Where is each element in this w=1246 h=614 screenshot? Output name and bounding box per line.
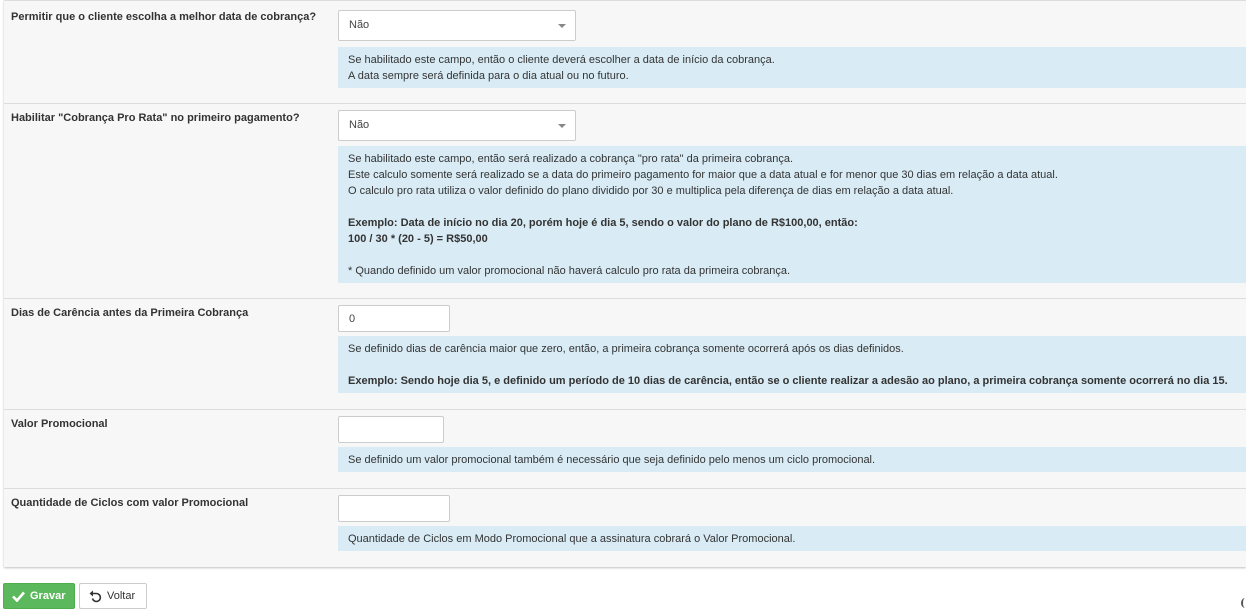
help-text xyxy=(338,447,1246,472)
save-button[interactable] xyxy=(3,583,75,609)
form-panel xyxy=(4,0,1246,567)
field-label: Valor Promocional xyxy=(11,418,108,430)
select-value: Não xyxy=(349,19,370,31)
promo-cycles-input[interactable] xyxy=(338,495,450,522)
help-text xyxy=(338,526,1246,551)
help-line: O calculo pro rata utiliza o valor definido do plano dividido por 30 e multiplica pela diferença de dias em relação a data atual. xyxy=(348,185,954,197)
help-line: Se definido um valor promocional também é necessário que seja definido pelo menos um ciclo promocional. xyxy=(348,454,876,466)
back-button[interactable] xyxy=(79,583,147,609)
field-label: Permitir que o cliente escolha a melhor data de cobrança? xyxy=(11,11,317,23)
help-line: Se habilitado este campo, então o cliente deverá escolher a data de início da cobrança. xyxy=(348,54,775,66)
back-button-label: Voltar xyxy=(107,590,136,602)
help-line: Se habilitado este campo, então será realizado a cobrança "pro rata" da primeira cobrança. xyxy=(348,153,794,165)
scroll-edge-indicator xyxy=(1241,598,1246,608)
choose-date-select[interactable] xyxy=(338,10,576,41)
help-line: A data sempre será definida para o dia atual ou no futuro. xyxy=(348,70,629,82)
help-text xyxy=(338,47,1246,88)
help-text xyxy=(338,336,1246,393)
pro-rata-select[interactable] xyxy=(338,110,576,141)
promo-value-input[interactable] xyxy=(338,416,444,443)
field-row-pro-rata xyxy=(4,103,1246,299)
chevron-down-icon xyxy=(558,24,566,28)
undo-icon xyxy=(88,590,102,603)
field-row-grace-days xyxy=(4,298,1246,410)
save-button-label: Gravar xyxy=(30,590,66,602)
help-line: Quantidade de Ciclos em Modo Promocional que a assinatura cobrará o Valor Promocional. xyxy=(348,533,796,545)
chevron-down-icon xyxy=(558,124,566,128)
field-label: Quantidade de Ciclos com valor Promocional xyxy=(11,497,249,509)
example-formula: 100 / 30 * (20 - 5) = R$50,00 xyxy=(348,233,488,245)
grace-days-input[interactable]: 0 xyxy=(338,305,450,332)
field-label: Dias de Carência antes da Primeira Cobrança xyxy=(11,307,249,319)
help-line: Este calculo somente será realizado se a data do primeiro pagamento for maior que a data atual e for menor que 30 dias em relação a data atual. xyxy=(348,169,1058,181)
check-icon xyxy=(12,591,25,602)
help-note: * Quando definido um valor promocional não haverá calculo pro rata da primeira cobrança. xyxy=(348,265,791,277)
example-title: Exemplo: Data de início no dia 20, porém hoje é dia 5, sendo o valor do plano de R$100,00, então: xyxy=(348,217,858,229)
field-label: Habilitar "Cobrança Pro Rata" no primeiro pagamento? xyxy=(11,112,300,124)
select-value: Não xyxy=(349,119,370,131)
help-text xyxy=(338,146,1246,283)
field-row-promo-value xyxy=(4,409,1246,489)
help-line: Se definido dias de carência maior que zero, então, a primeira cobrança somente ocorrerá após os dias definidos. xyxy=(348,343,904,355)
field-row-choose-date xyxy=(4,1,1246,104)
field-row-promo-cycles xyxy=(4,488,1246,567)
example-text: Exemplo: Sendo hoje dia 5, e definido um período de 10 dias de carência, então se o cliente realizar a adesão ao plano, a primeira cobrança somente ocorrerá no dia 15. xyxy=(348,375,1228,387)
